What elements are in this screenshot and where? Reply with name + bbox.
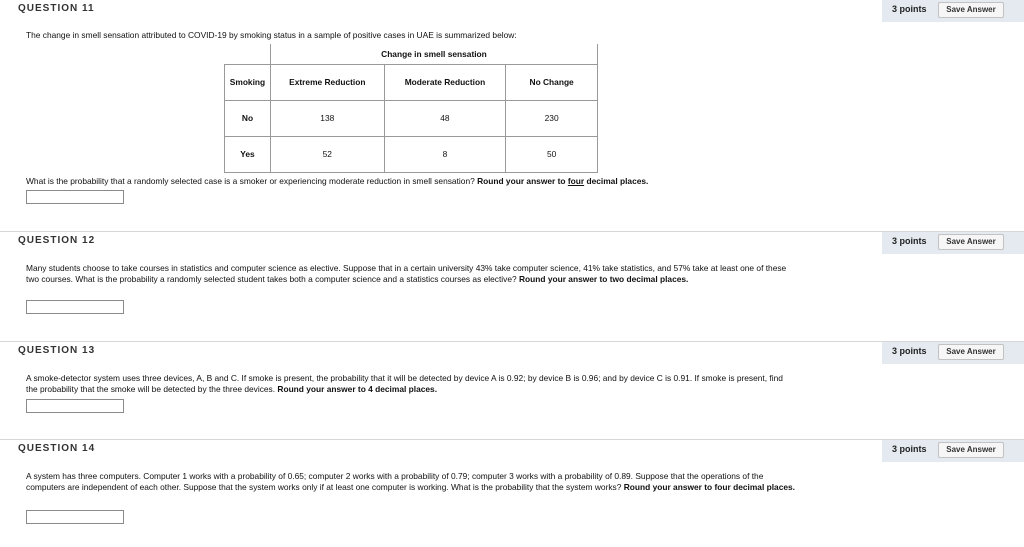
column-header: Moderate Reduction bbox=[384, 64, 506, 100]
row-label: Yes bbox=[225, 136, 271, 172]
column-header: Extreme Reduction bbox=[270, 64, 384, 100]
table-cell: 50 bbox=[506, 136, 598, 172]
prompt-text: What is the probability that a randomly selected case is a smoker or experiencing moderate reduction in smell sensation? bbox=[26, 176, 478, 186]
answer-input[interactable] bbox=[26, 399, 124, 413]
answer-input[interactable] bbox=[26, 300, 124, 314]
column-header: No Change bbox=[506, 64, 598, 100]
table-cell: 230 bbox=[506, 100, 598, 136]
table-cell: 52 bbox=[270, 136, 384, 172]
question-title: QUESTION 14 bbox=[18, 443, 96, 454]
question-prompt bbox=[26, 176, 826, 187]
question-title: QUESTION 11 bbox=[18, 3, 95, 14]
points-label: 3 points bbox=[892, 236, 927, 246]
table-cell: 48 bbox=[384, 100, 506, 136]
answer-input[interactable] bbox=[26, 510, 124, 524]
prompt-instruction: Round your answer to two decimal places. bbox=[518, 274, 689, 284]
question-title: QUESTION 13 bbox=[18, 345, 96, 356]
question-prompt bbox=[26, 263, 796, 285]
points-panel bbox=[882, 0, 1024, 22]
prompt-text: A system has three computers. Computer 1 works with a probability of 0.65; computer 2 works with a probability of 0.79; computer 3 works with a probability of 0.89. Suppose that the operations of the computers are independent of each other. Suppose that the system works only if at least one computer is working. What is the probability that the system works? bbox=[26, 471, 764, 492]
question-11-header bbox=[0, 0, 1024, 22]
save-answer-button[interactable]: Save Answer bbox=[938, 442, 1004, 458]
points-panel bbox=[882, 342, 1024, 364]
question-prompt bbox=[26, 373, 796, 395]
table-cell: 8 bbox=[384, 136, 506, 172]
points-label: 3 points bbox=[892, 346, 927, 356]
points-label: 3 points bbox=[892, 444, 927, 454]
save-answer-button[interactable]: Save Answer bbox=[938, 234, 1004, 250]
save-answer-button[interactable]: Save Answer bbox=[938, 2, 1004, 18]
contingency-table bbox=[224, 44, 598, 173]
points-panel bbox=[882, 232, 1024, 254]
row-label: No bbox=[225, 100, 271, 136]
prompt-instruction: Round your answer to four decimal places. bbox=[623, 482, 795, 492]
prompt-instruction-end: decimal places. bbox=[584, 176, 649, 186]
question-prompt bbox=[26, 471, 796, 493]
question-intro: The change in smell sensation attributed to COVID-19 by smoking status in a sample of positive cases in UAE is summarized below: bbox=[26, 30, 517, 40]
table-cell: 138 bbox=[270, 100, 384, 136]
question-14-header bbox=[0, 439, 1024, 461]
prompt-instruction-underlined: four bbox=[567, 176, 585, 186]
points-label: 3 points bbox=[892, 4, 927, 14]
group-header: Change in smell sensation bbox=[270, 44, 597, 64]
answer-input[interactable] bbox=[26, 190, 124, 204]
row-header: Smoking bbox=[225, 64, 271, 100]
prompt-text: Many students choose to take courses in statistics and computer science as elective. Suppose that in a certain university 43% take computer science, 41% take statistics, and 57% take at least one of these two courses. What is the probability a randomly selected student takes both a computer science and a statistics courses as elective? bbox=[26, 263, 787, 284]
prompt-instruction: Round your answer to bbox=[477, 176, 568, 186]
points-panel bbox=[882, 440, 1024, 462]
prompt-instruction: Round your answer to 4 decimal places. bbox=[277, 384, 438, 394]
question-13-header bbox=[0, 341, 1024, 363]
save-answer-button[interactable]: Save Answer bbox=[938, 344, 1004, 360]
table-row bbox=[225, 100, 598, 136]
question-12-header bbox=[0, 231, 1024, 253]
question-title: QUESTION 12 bbox=[18, 235, 96, 246]
table-row bbox=[225, 136, 598, 172]
prompt-text: A smoke-detector system uses three devices, A, B and C. If smoke is present, the probability that it will be detected by device A is 0.92; by device B is 0.96; and by device C is 0.91. If smoke is present, find the probability that the smoke will be detected by the three devices. bbox=[26, 373, 783, 394]
